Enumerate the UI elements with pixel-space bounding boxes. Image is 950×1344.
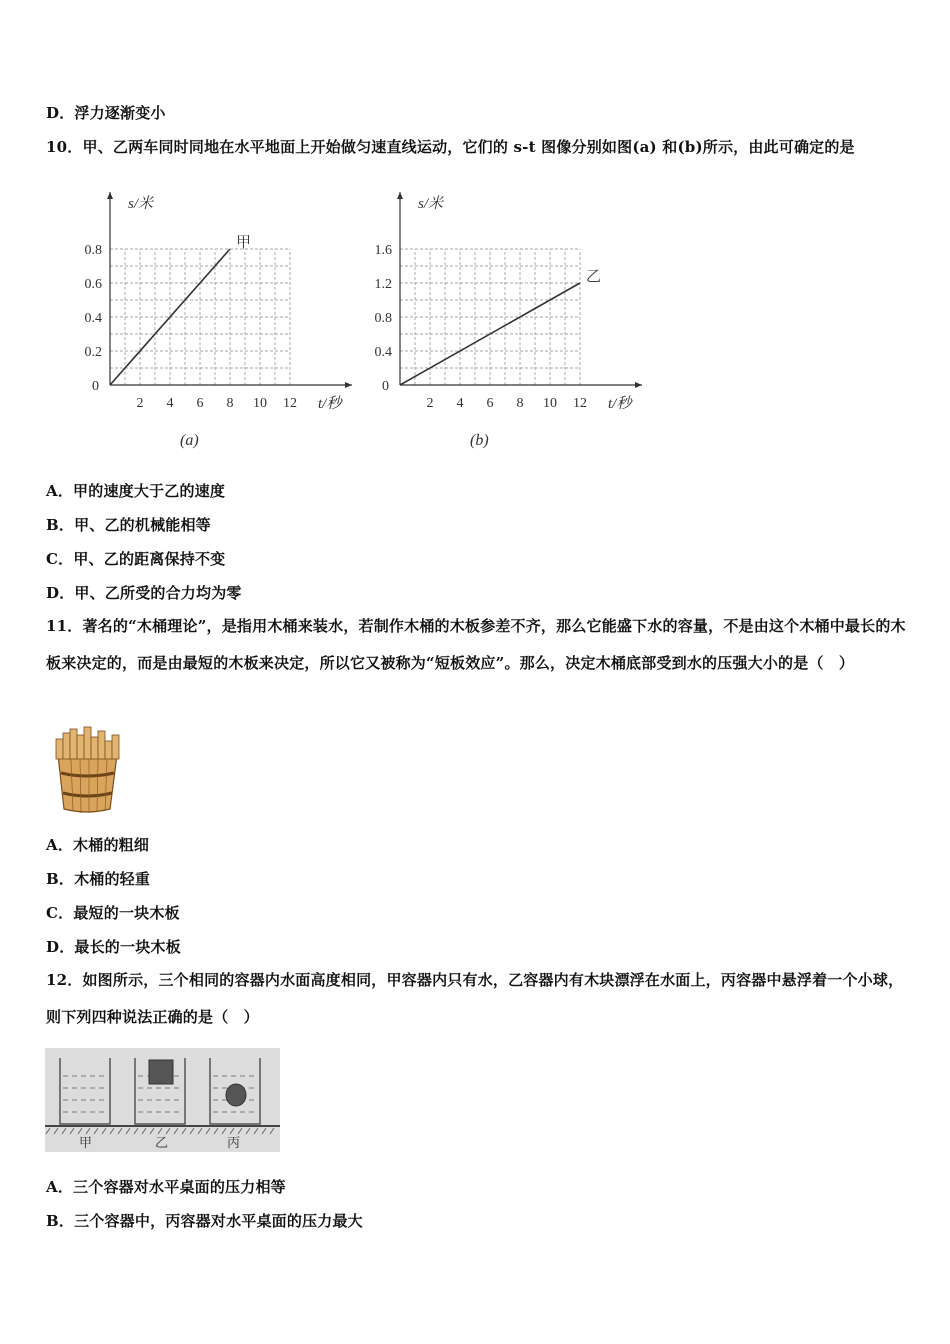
containers-image bbox=[45, 1048, 280, 1152]
chart-b-ylabel: s/米 bbox=[418, 196, 444, 212]
chart-b-origin-label: 0 bbox=[382, 379, 389, 394]
chart-a-x-tick: 8 bbox=[226, 396, 234, 411]
chart-a-y-tick: 0.4 bbox=[84, 311, 102, 326]
chart-b-y-tick: 1.2 bbox=[374, 277, 392, 292]
chart-b-x-tick: 6 bbox=[486, 396, 494, 411]
chart-a-origin-label: 0 bbox=[92, 379, 99, 394]
chart-b-y-tick: 0.8 bbox=[374, 311, 392, 326]
chart-b-series-label: 乙 bbox=[586, 269, 602, 285]
chart-b-caption: (b) bbox=[470, 432, 489, 449]
chart-a-series-label: 甲 bbox=[236, 235, 252, 251]
q10-option-a: A．甲的速度大于乙的速度 bbox=[46, 482, 226, 500]
chart-a-y-tick: 0.6 bbox=[84, 277, 102, 292]
q11-option-c: C．最短的一块木板 bbox=[46, 904, 180, 922]
q9-option-d: D．浮力逐渐变小 bbox=[46, 104, 166, 122]
chart-a-x-tick: 12 bbox=[283, 396, 297, 411]
q12-option-a: A．三个容器对水平桌面的压力相等 bbox=[46, 1178, 286, 1196]
chart-b-x-tick: 10 bbox=[543, 396, 557, 411]
q11-option-a: A．木桶的粗细 bbox=[46, 836, 150, 854]
chart-a-xlabel: t/秒 bbox=[318, 396, 342, 412]
chart-b-xlabel: t/秒 bbox=[608, 396, 632, 412]
q10-option-c: C．甲、乙的距离保持不变 bbox=[46, 550, 226, 568]
chart-b-x-tick: 8 bbox=[516, 396, 524, 411]
q11-stem: 11．著名的“木桶理论”，是指用木桶来装水，若制作木桶的木板参差不齐，那么它能盛下水的容量，不是由这个木桶中最长的木板来决定的，而是由最短的木板来决定，所以它又被称为“短板效应”。那么，决定木桶底部受到水的压强大小的是（ ） bbox=[46, 617, 906, 672]
chart-a-x-tick: 2 bbox=[136, 396, 144, 411]
chart-a-caption: (a) bbox=[180, 432, 199, 449]
chart-a-y-tick: 0.8 bbox=[84, 243, 102, 258]
chart-b-x-tick: 2 bbox=[426, 396, 434, 411]
chart-b bbox=[350, 180, 660, 455]
chart-a-x-tick: 4 bbox=[166, 396, 174, 411]
chart-b-y-tick: 1.6 bbox=[374, 243, 392, 258]
chart-b-y-tick: 0.4 bbox=[374, 345, 392, 360]
q11-option-d: D．最长的一块木板 bbox=[46, 938, 181, 956]
q10-stem: 10．甲、乙两车同时同地在水平地面上开始做匀速直线运动，它们的 s-t 图像分别如图(a) 和(b)所示，由此可确定的是 bbox=[46, 138, 855, 156]
chart-b-x-tick: 12 bbox=[573, 396, 587, 411]
q11-option-b: B．木桶的轻重 bbox=[46, 870, 151, 888]
q12-option-b: B．三个容器中，丙容器对水平桌面的压力最大 bbox=[46, 1212, 363, 1230]
q10-option-d: D．甲、乙所受的合力均为零 bbox=[46, 584, 242, 602]
wooden-bucket-image bbox=[50, 725, 125, 815]
container-label-yi: 乙 bbox=[155, 1135, 169, 1150]
container-label-bing: 丙 bbox=[227, 1135, 241, 1150]
chart-a bbox=[60, 180, 370, 455]
chart-b-x-tick: 4 bbox=[456, 396, 464, 411]
chart-a-x-tick: 6 bbox=[196, 396, 204, 411]
q10-option-b: B．甲、乙的机械能相等 bbox=[46, 516, 211, 534]
chart-a-x-tick: 10 bbox=[253, 396, 267, 411]
container-label-jia: 甲 bbox=[79, 1135, 93, 1150]
q12-stem: 12．如图所示，三个相同的容器内水面高度相同，甲容器内只有水，乙容器内有木块漂浮在水面上，丙容器中悬浮着一个小球，则下列四种说法正确的是（ ） bbox=[46, 971, 904, 1026]
chart-a-y-tick: 0.2 bbox=[84, 345, 102, 360]
chart-a-ylabel: s/米 bbox=[128, 196, 154, 212]
